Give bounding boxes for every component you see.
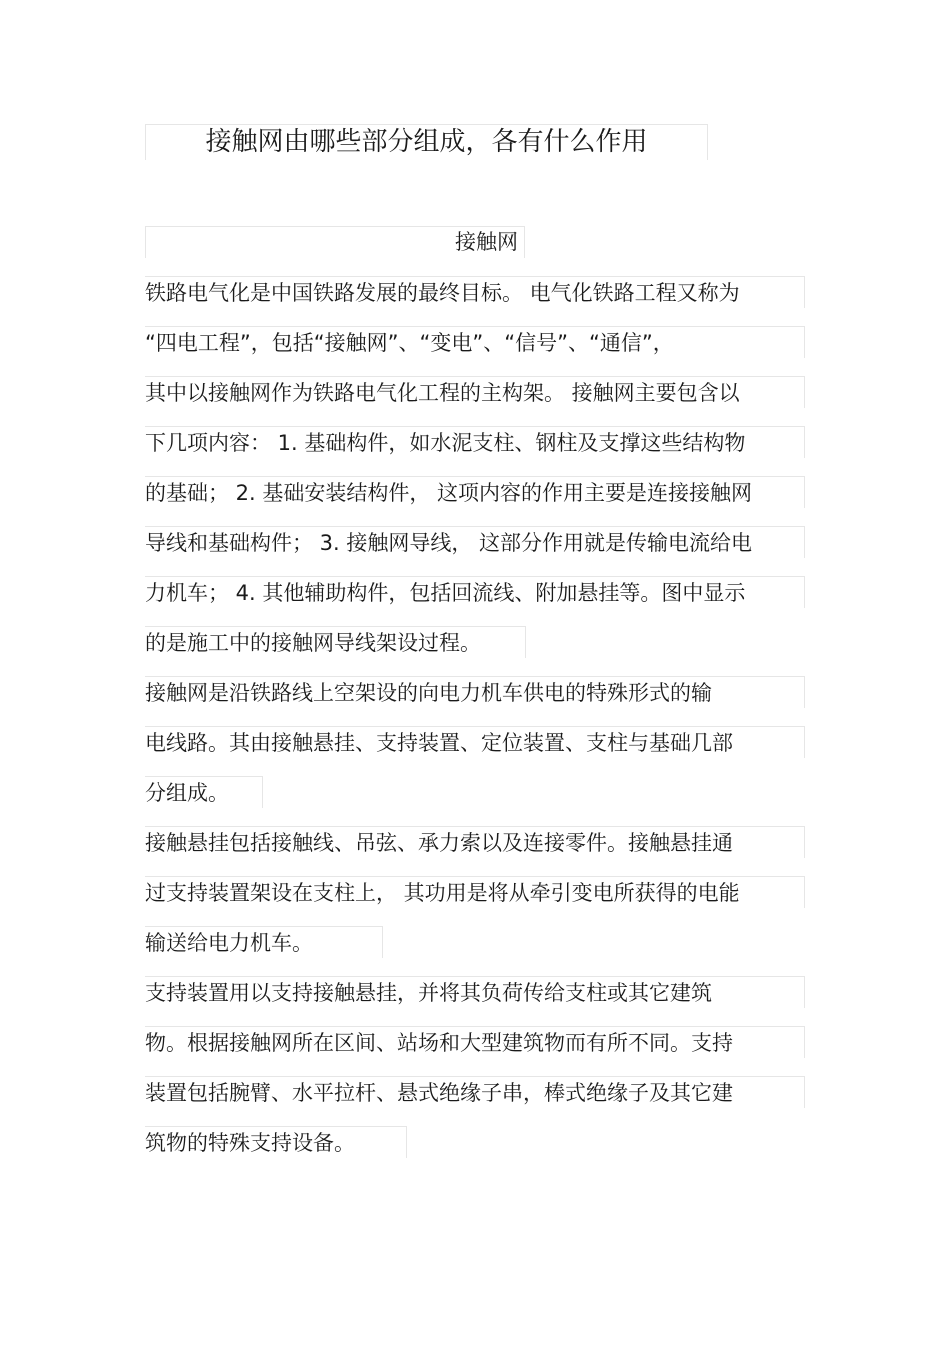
paragraph-line: 物。根据接触网所在区间、站场和大型建筑物而有所不同。支持 — [145, 1026, 805, 1058]
document-title: 接触网由哪些部分组成，各有什么作用 — [145, 124, 708, 160]
paragraph-line: 装置包括腕臂、水平拉杆、悬式绝缘子串，棒式绝缘子及其它建 — [145, 1076, 805, 1108]
paragraph-line: 力机车； 4. 其他辅助构件，包括回流线、附加悬挂等。图中显示 — [145, 576, 805, 608]
paragraph-line: 筑物的特殊支持设备。 — [145, 1126, 407, 1158]
paragraph-line: 电线路。其由接触悬挂、支持装置、定位装置、支柱与基础几部 — [145, 726, 805, 758]
paragraph-line: 的基础； 2. 基础安装结构件， 这项内容的作用主要是连接接触网 — [145, 476, 805, 508]
paragraph-line: “四电工程”，包括“接触网”、“变电”、“信号”、“通信”， — [145, 326, 805, 358]
paragraph-line: 接触悬挂包括接触线、吊弦、承力索以及连接零件。接触悬挂通 — [145, 826, 805, 858]
section-heading: 接触网 — [145, 226, 525, 258]
paragraph-line: 支持装置用以支持接触悬挂，并将其负荷传给支柱或其它建筑 — [145, 976, 805, 1008]
paragraph-line: 分组成。 — [145, 776, 263, 808]
paragraph-line: 下几项内容： 1. 基础构件，如水泥支柱、钢柱及支撑这些结构物 — [145, 426, 805, 458]
paragraph-line: 其中以接触网作为铁路电气化工程的主构架。 接触网主要包含以 — [145, 376, 805, 408]
paragraph-line: 输送给电力机车。 — [145, 926, 383, 958]
paragraph-line: 过支持装置架设在支柱上， 其功用是将从牵引变电所获得的电能 — [145, 876, 805, 908]
paragraph-line: 接触网是沿铁路线上空架设的向电力机车供电的特殊形式的输 — [145, 676, 805, 708]
paragraph-line: 导线和基础构件； 3. 接触网导线， 这部分作用就是传输电流给电 — [145, 526, 805, 558]
paragraph-line: 铁路电气化是中国铁路发展的最终目标。 电气化铁路工程又称为 — [145, 276, 805, 308]
paragraph-line: 的是施工中的接触网导线架设过程。 — [145, 626, 526, 658]
